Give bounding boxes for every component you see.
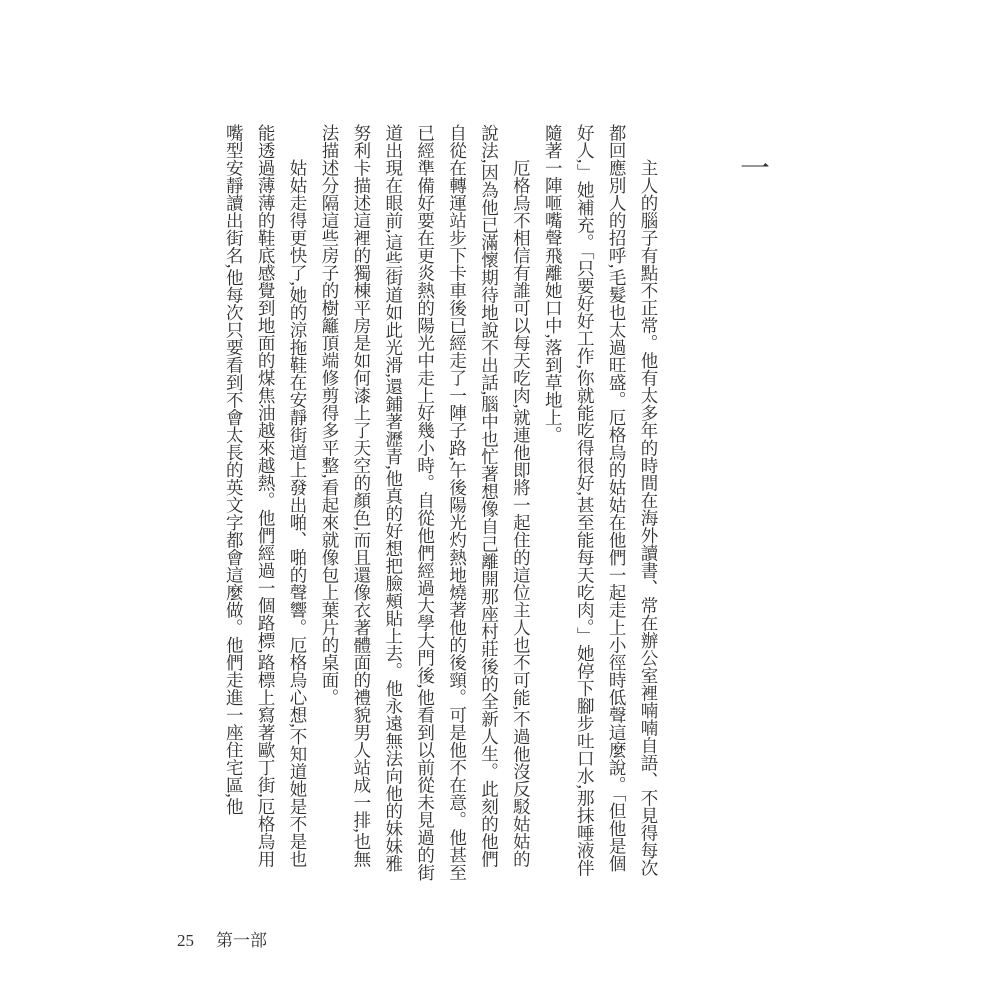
page-number: 25	[177, 931, 194, 950]
section-label: 第一部	[216, 931, 267, 950]
paragraph: 主人的腦子有點不正常。他有太多年的時間在海外讀書、常在辦公室裡喃喃自語、不見得每次都回應別人的招呼,毛髮也太過旺盛。厄格烏的姑姑在他們一起走上小徑時低聲這麼說。「但他是個好人,」她補充。「只要好好工作,你就能吃得很好,甚至能每天吃肉。」她停下腳步吐口水,那抹唾液伴隨著一陣咂嘴聲飛離她口中,落到草地上。	[543, 124, 659, 877]
body-text	[216, 124, 664, 881]
page-footer	[177, 926, 267, 951]
paragraph: 姑姑走得更快了,她的涼拖鞋在安靜街道上發出啪、啪的聲響。厄格烏心想,不知道她是不是也能透過薄薄的鞋底感覺到地面的煤焦油越來越熱。他們經過一個路標,路標上寫著歐丁街,厄格烏用嘴型安靜讀出街名,他每次只要看到不會太長的英文字都會這麼做。他們走進一座住宅區,他	[224, 124, 309, 868]
paragraph: 厄格烏不相信有誰可以每天吃肉,就連他即將一起住的這位主人也不可能,不過他沒反駁姑姑的說法,因為他已滿懷期待地說不出話,腦中也忙著想像自己離開那座村莊後的全新人生。此刻的他們自從在轉運站步下卡車後已經走了一陣子路,午後陽光灼熱地燒著他的後頸。可是他不在意。他甚至已經準備好要在更炎熱的陽光中走上好幾小時。自從他們經過大學大門後,他看到以前從未見過的街道出現在眼前,這些街道如此光滑,還鋪著瀝青,他真的好想把臉頰貼上去。他永遠無法向他的妹妹雅努利卡描述這裡的獨棟平房是如何漆上了天空的顏色,而且還像衣著體面的禮貌男人站成一排,也無法描述分隔這些房子的樹籬頂端修剪得多平整,看起來就像包上葉片的桌面。	[319, 124, 532, 881]
chapter-number: 一	[735, 152, 768, 182]
